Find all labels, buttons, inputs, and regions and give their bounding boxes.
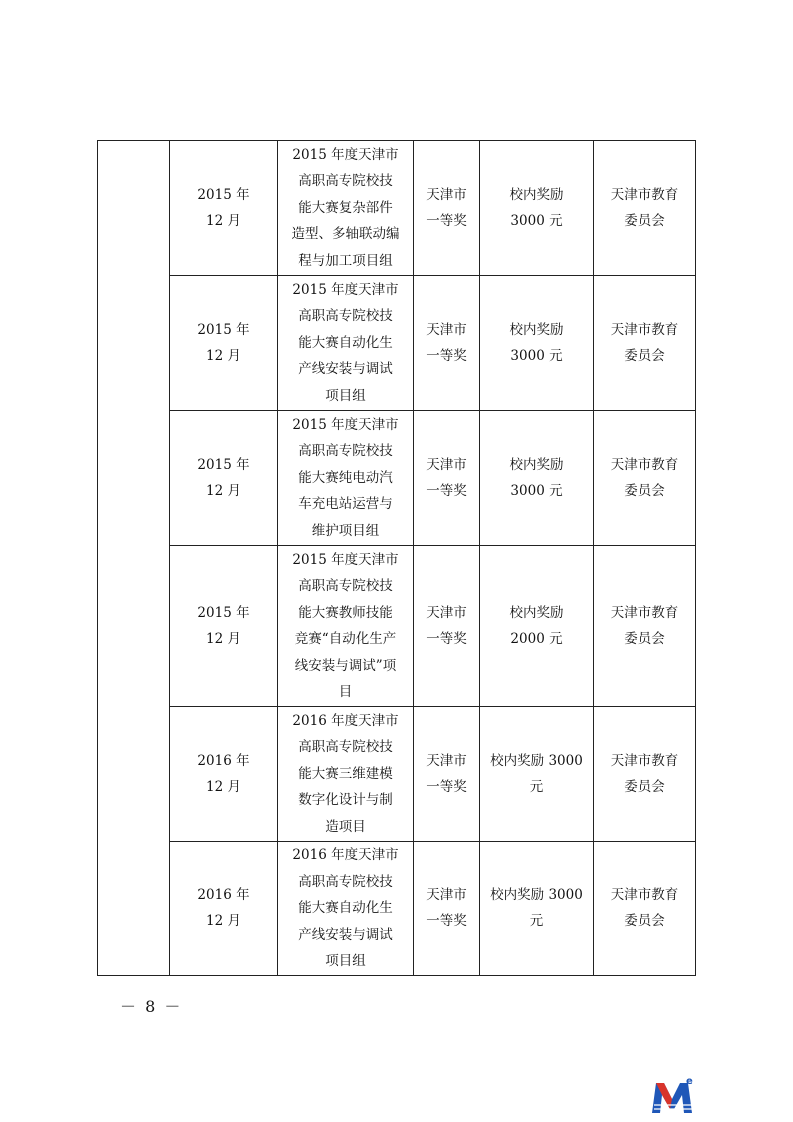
award-reward: 校内奖励 3000 元 [509, 321, 564, 364]
award-issuer: 天津市教育 委员会 [610, 752, 679, 795]
award-date: 2015 年 12 月 [197, 186, 250, 229]
award-level-cell [414, 276, 480, 411]
award-name-cell [278, 546, 414, 707]
award-level: 天津市 一等奖 [426, 321, 467, 364]
award-issuer-cell [594, 276, 696, 411]
award-name-cell [278, 141, 414, 276]
award-level-cell [414, 707, 480, 842]
table-row [98, 842, 696, 976]
table-row [98, 276, 696, 411]
award-date: 2016 年 12 月 [197, 886, 250, 930]
award-reward-cell [480, 276, 594, 411]
award-level-cell [414, 546, 480, 707]
award-reward: 校内奖励 3000 元 [509, 456, 564, 499]
award-reward: 校内奖励 2000 元 [509, 604, 564, 647]
award-name-cell [278, 707, 414, 842]
award-level-cell [414, 842, 480, 976]
award-level: 天津市 一等奖 [426, 604, 467, 647]
award-issuer-cell [594, 546, 696, 707]
award-date: 2016 年 12 月 [197, 752, 250, 795]
table-row [98, 707, 696, 842]
award-name: 2015 年度天津市 高职高专院校技 能大赛纯电动汽 车充电站运营与 维护项目组 [292, 416, 399, 539]
award-level: 天津市 一等奖 [426, 752, 467, 795]
award-date: 2015 年 12 月 [197, 456, 250, 499]
award-issuer: 天津市教育 委员会 [610, 186, 679, 229]
award-level-cell [414, 141, 480, 276]
award-name: 2016 年度天津市 高职高专院校技 能大赛三维建模 数字化设计与制 造项目 [292, 712, 399, 835]
award-level: 天津市 一等奖 [426, 886, 467, 930]
award-name: 2015 年度天津市 高职高专院校技 能大赛自动化生 产线安装与调试 项目组 [292, 281, 399, 404]
award-date: 2015 年 12 月 [197, 321, 250, 364]
award-reward-cell [480, 842, 594, 976]
award-issuer: 天津市教育 委员会 [610, 321, 679, 364]
logo-mark [652, 1076, 693, 1113]
award-date-cell [170, 276, 278, 411]
award-table [97, 140, 696, 976]
svg-text:e: e [686, 1076, 693, 1087]
award-reward-cell [480, 411, 594, 546]
award-issuer-cell [594, 842, 696, 976]
watermark-logo-icon [650, 1075, 696, 1115]
table-row [98, 546, 696, 707]
award-date-cell [170, 141, 278, 276]
award-reward: 校内奖励 3000 元 [490, 752, 583, 795]
award-name-cell [278, 411, 414, 546]
award-reward: 校内奖励 3000 元 [509, 186, 564, 229]
award-level: 天津市 一等奖 [426, 186, 467, 229]
award-date-cell [170, 546, 278, 707]
award-issuer: 天津市教育 委员会 [610, 604, 679, 647]
award-table-body [98, 141, 696, 976]
award-issuer: 天津市教育 委员会 [610, 456, 679, 499]
award-reward-cell [480, 707, 594, 842]
award-name: 2016 年度天津市 高职高专院校技 能大赛自动化生 产线安装与调试 项目组 [292, 847, 399, 969]
award-date-cell [170, 842, 278, 976]
table-row [98, 411, 696, 546]
award-reward-cell [480, 546, 594, 707]
award-name: 2015 年度天津市 高职高专院校技 能大赛复杂部件 造型、多轴联动编 程与加工项目组 [291, 146, 400, 269]
award-name-cell [278, 276, 414, 411]
award-issuer-cell [594, 707, 696, 842]
award-issuer-cell [594, 411, 696, 546]
award-name: 2015 年度天津市 高职高专院校技 能大赛教师技能 竞赛“自动化生产 线安装与调试”项 目 [292, 551, 399, 700]
award-date-cell [170, 411, 278, 546]
award-date: 2015 年 12 月 [197, 604, 250, 647]
award-level: 天津市 一等奖 [426, 456, 467, 499]
award-issuer: 天津市教育 委员会 [610, 886, 679, 930]
table-row [98, 141, 696, 276]
page-number: － 8 － [120, 997, 183, 1016]
award-date-cell [170, 707, 278, 842]
award-reward-cell [480, 141, 594, 276]
award-reward: 校内奖励 3000 元 [490, 886, 583, 930]
merged-left-cell [98, 141, 170, 976]
award-name-cell [278, 842, 414, 976]
award-issuer-cell [594, 141, 696, 276]
award-level-cell [414, 411, 480, 546]
